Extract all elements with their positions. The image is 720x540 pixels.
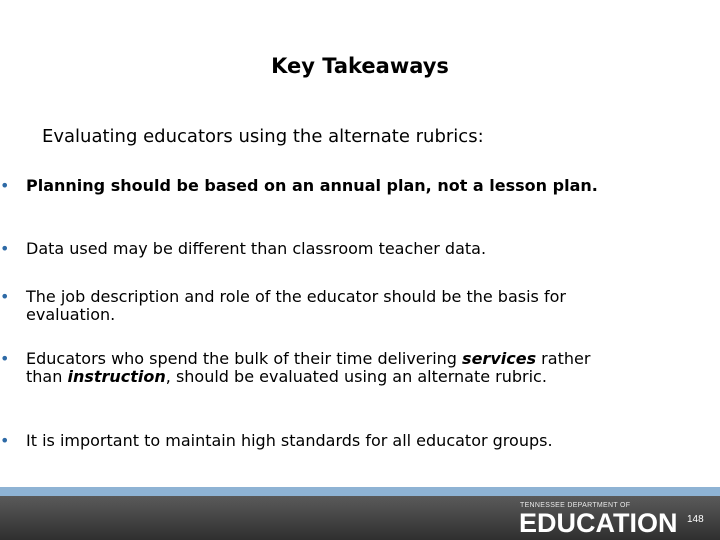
bullet-dot-icon: • [0, 176, 10, 195]
bullet-text: Data used may be different than classroom teacher data. [26, 239, 487, 258]
bullet-text [26, 350, 610, 386]
slide-title: Key Takeaways [271, 54, 449, 78]
intro-text: Evaluating educators using the alternate rubrics: [42, 126, 484, 147]
bullet-text: Planning should be based on an annual plan, not a lesson plan. [26, 176, 598, 195]
page-number: 148 [687, 514, 704, 525]
bullet-emphasis-instruction: instruction [67, 367, 166, 386]
bullet-text-part: rather than [26, 349, 591, 386]
bullet-dot-icon: • [0, 239, 10, 258]
footer-stripe [0, 487, 720, 496]
bullet-emphasis-services: services [462, 349, 537, 368]
bullet-dot-icon: • [0, 287, 10, 306]
logo-education-text: EDUCATION [519, 508, 678, 538]
bullet-text: It is important to maintain high standards for all educator groups. [26, 431, 553, 450]
bullet-text-part: , should be evaluated using an alternate rubric. [165, 367, 547, 386]
bullet-dot-icon: • [0, 431, 10, 450]
logo-department-text: TENNESSEE DEPARTMENT OF [520, 502, 631, 509]
bullet-text: The job description and role of the educator should be the basis for evaluation. [26, 287, 566, 324]
bullet-dot-icon: • [0, 349, 10, 368]
bullet-text-part: Educators who spend the bulk of their time delivering [26, 349, 463, 368]
